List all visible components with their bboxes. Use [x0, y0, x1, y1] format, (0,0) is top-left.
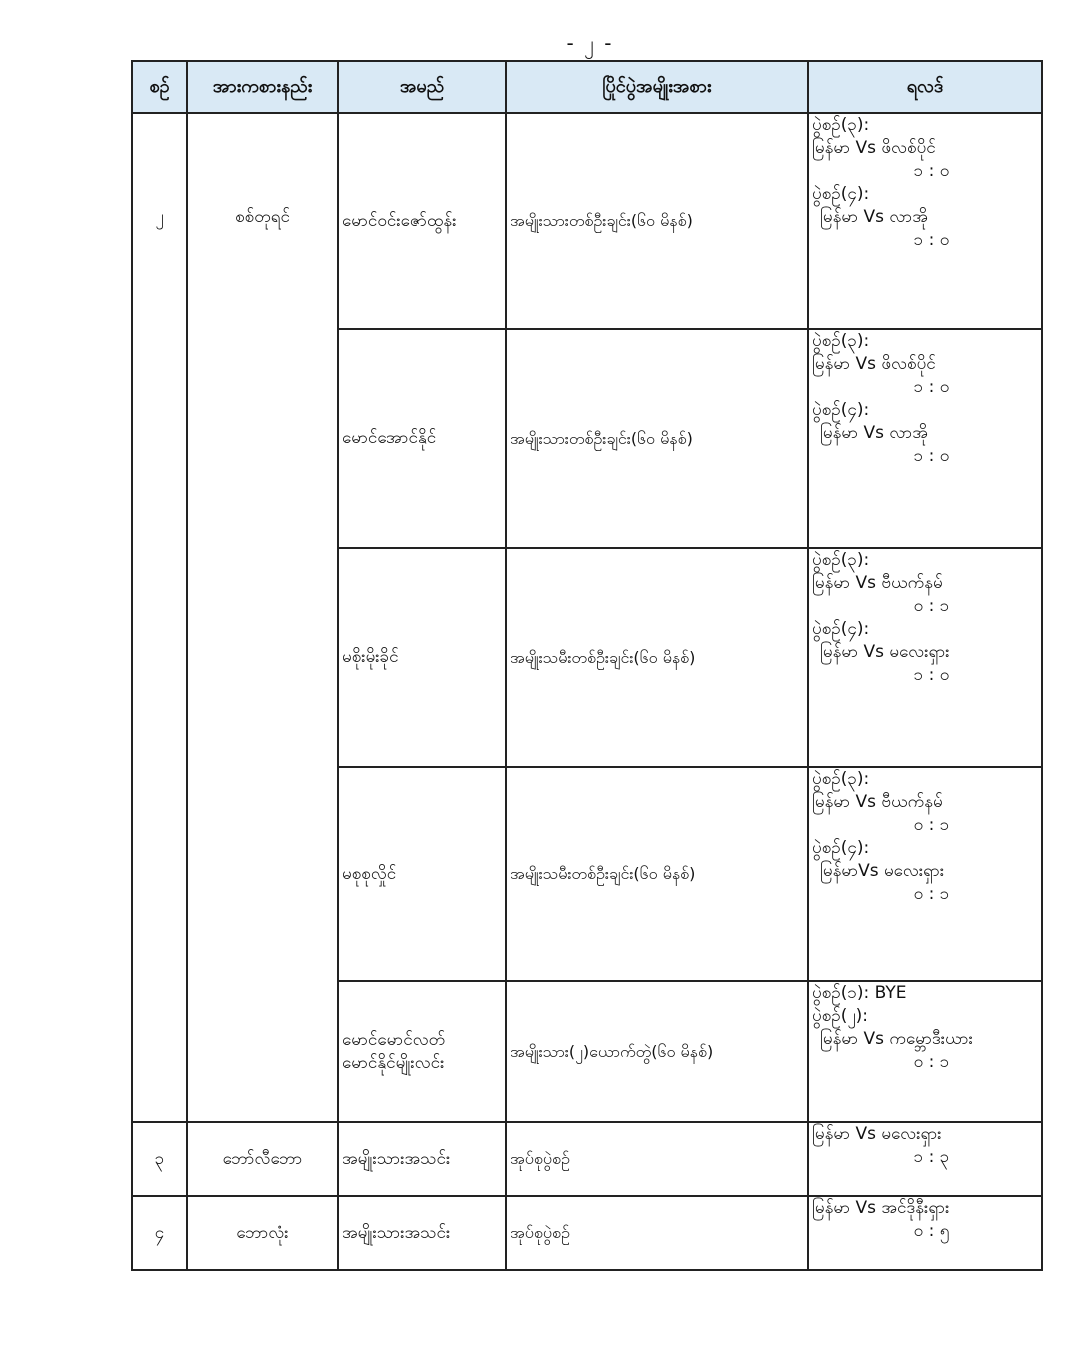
- sport-name: စစ်တုရင်: [187, 113, 338, 1122]
- team-name: အမျိုးသားအသင်း: [338, 1196, 506, 1270]
- match-teams: မြန်မာ Vs မလေးရှား: [812, 1124, 942, 1144]
- match-score: ၁ : ၀: [913, 376, 950, 397]
- header-result: ရလဒ်: [808, 61, 1042, 113]
- result-cell: [808, 1122, 1042, 1196]
- match-teams: မြန်မာ Vs ဖိလစ်ပိုင်: [812, 137, 936, 158]
- team-name: အမျိုးသားအသင်း: [338, 1122, 506, 1196]
- header-name: အမည်: [338, 61, 506, 113]
- match-label: ပွဲစဉ်(၃):: [812, 331, 870, 351]
- match-teams: မြန်မာ Vs ကမ္ဘောဒီးယား: [820, 1028, 973, 1049]
- row-number: ၄: [132, 1196, 187, 1270]
- table-row: [132, 113, 1042, 329]
- header-event: ပြိုင်ပွဲအမျိုးအစား: [506, 61, 808, 113]
- table-row: [132, 1196, 1042, 1270]
- match-score: ၁ : ၀: [913, 664, 950, 685]
- match-teams: မြန်မာ Vs အင်ဒိုနီးရှား: [812, 1198, 950, 1218]
- athlete-name: မောင်အောင်နိုင်: [338, 329, 506, 548]
- event-type: အမျိုးသားတစ်ဦးချင်း(၆၀ မိနစ်): [506, 113, 808, 329]
- result-cell: [808, 548, 1042, 767]
- athlete-name-1: မောင်မောင်လတ်: [342, 1029, 446, 1050]
- event-type: အမျိုးသား(၂)ယောက်တွဲ(၆၀ မိနစ်): [506, 981, 808, 1122]
- event-type: အမျိုးသမီးတစ်ဦးချင်း(၆၀ မိနစ်): [506, 548, 808, 767]
- match-score: ၀ : ၁: [913, 1051, 950, 1072]
- match-label: ပွဲစဉ်(၁): BYE: [812, 983, 907, 1003]
- match-label: ပွဲစဉ်(၄):: [812, 399, 870, 420]
- match-label: ပွဲစဉ်(၄):: [812, 183, 870, 204]
- event-type: အုပ်စုပွဲစဉ်: [506, 1122, 808, 1196]
- match-teams: မြန်မာ Vs ဗီယက်နမ်: [812, 572, 943, 593]
- match-teams: မြန်မာ Vs မလေးရှား: [820, 641, 950, 662]
- match-score: ၁ : ၃: [913, 1146, 950, 1167]
- results-table: [131, 60, 1043, 1271]
- row-number: ၂: [132, 113, 187, 1122]
- match-score: ၁ : ၀: [913, 445, 950, 466]
- header-row: [132, 61, 1042, 113]
- sport-name: ဘော်လီဘော: [187, 1122, 338, 1196]
- result-cell: [808, 767, 1042, 981]
- result-cell: [808, 981, 1042, 1122]
- match-teams: မြန်မာ Vs လာအို: [820, 422, 928, 443]
- match-teams: မြန်မာVs မလေးရှား: [820, 860, 945, 881]
- match-score: ၀ : ၁: [913, 883, 950, 904]
- athlete-name: [338, 981, 506, 1122]
- match-teams: မြန်မာ Vs ဗီယက်နမ်: [812, 791, 943, 812]
- header-sport: အားကစားနည်း: [187, 61, 338, 113]
- match-label: ပွဲစဉ်(၄):: [812, 618, 870, 639]
- match-label: ပွဲစဉ်(၂):: [812, 1005, 869, 1026]
- page-number: - ၂ -: [566, 31, 614, 55]
- table-row: [132, 1122, 1042, 1196]
- match-score: ၀ : ၁: [913, 595, 950, 616]
- match-score: ၁ : ၀: [913, 229, 950, 250]
- match-label: ပွဲစဉ်(၃):: [812, 550, 870, 570]
- result-cell: [808, 113, 1042, 329]
- event-type: အုပ်စုပွဲစဉ်: [506, 1196, 808, 1270]
- athlete-name: မစိုးမိုးခိုင်: [338, 548, 506, 767]
- sport-name: ဘောလုံး: [187, 1196, 338, 1270]
- event-type: အမျိုးသားတစ်ဦးချင်း(၆၀ မိနစ်): [506, 329, 808, 548]
- result-cell: [808, 1196, 1042, 1270]
- athlete-name: မောင်ဝင်းဇော်ထွန်း: [338, 113, 506, 329]
- match-label: ပွဲစဉ်(၃):: [812, 769, 870, 789]
- match-label: ပွဲစဉ်(၄):: [812, 837, 870, 858]
- athlete-name-2: မောင်နိုင်မျိုးလင်း: [342, 1052, 445, 1073]
- match-score: ၁ : ၀: [913, 160, 950, 181]
- match-teams: မြန်မာ Vs လာအို: [820, 206, 928, 227]
- row-number: ၃: [132, 1122, 187, 1196]
- event-type: အမျိုးသမီးတစ်ဦးချင်း(၆၀ မိနစ်): [506, 767, 808, 981]
- match-score: ၀ : ၁: [913, 814, 950, 835]
- athlete-name: မစုစုလှိုင်: [338, 767, 506, 981]
- header-no: စဉ်: [132, 61, 187, 113]
- match-label: ပွဲစဉ်(၃):: [812, 115, 870, 135]
- match-teams: မြန်မာ Vs ဖိလစ်ပိုင်: [812, 353, 936, 374]
- result-cell: [808, 329, 1042, 548]
- match-score: ၀ : ၅: [913, 1220, 950, 1241]
